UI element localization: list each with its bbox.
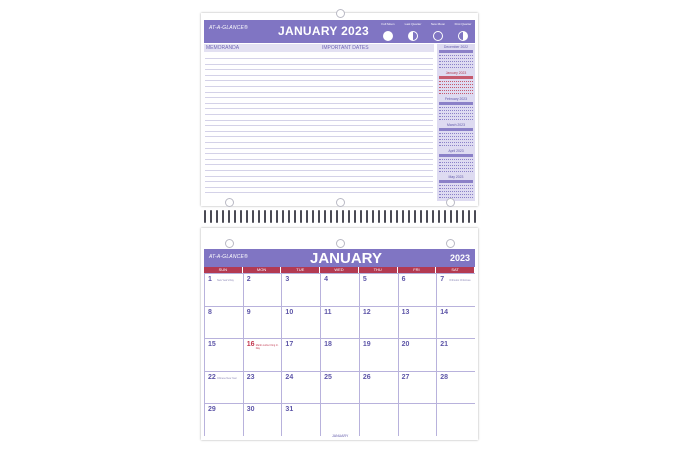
binding-hole: [336, 198, 345, 207]
memo-line: [205, 148, 433, 149]
wire-coil: [384, 210, 386, 223]
mini-calendar-week-row: [439, 139, 473, 140]
moon-phase-label: New Moon: [430, 23, 446, 26]
weekday-header: TUE: [281, 267, 319, 273]
date-number: 14: [440, 308, 449, 316]
date-number: 7: [440, 276, 445, 283]
wire-coil: [438, 210, 440, 223]
mini-calendar-week-row: [439, 64, 473, 65]
wire-coil: [294, 210, 296, 223]
mini-calendar-title: May 2023: [448, 175, 464, 179]
date-number: 26: [362, 373, 371, 381]
day-cell: [243, 403, 282, 436]
top-header-bar: [204, 20, 475, 43]
important-dates-label: IMPORTANT DATES: [322, 45, 369, 51]
binding-hole: [446, 198, 455, 207]
day-cell: [204, 403, 243, 436]
moon-phase-icon: [383, 31, 393, 41]
day-cell: [320, 306, 359, 339]
mini-calendar-title: March 2023: [447, 123, 465, 127]
footer-month: JANUARY: [332, 434, 349, 438]
mini-calendar-week-row: [439, 188, 473, 189]
day-cell: [359, 403, 398, 436]
day-cell: [320, 273, 359, 306]
day-cell: [398, 306, 437, 339]
mini-calendar-week-row: [439, 142, 473, 143]
wire-coil: [330, 210, 332, 223]
moon-phase: [451, 23, 475, 41]
mini-calendar-week-row: [439, 185, 473, 186]
mini-calendar: [439, 123, 473, 146]
day-note: Orthodox Christmas: [449, 279, 471, 282]
date-number: 21: [440, 341, 449, 348]
wire-coil: [264, 210, 266, 223]
day-cell: [359, 338, 398, 371]
memo-line: [205, 114, 433, 115]
memoranda-header: [204, 44, 434, 52]
mini-calendar-week-row: [439, 165, 473, 166]
wire-coil: [348, 210, 350, 223]
moon-phase-icon: [458, 31, 468, 41]
mini-calendar-week-row: [439, 61, 473, 62]
date-number: 29: [208, 406, 216, 413]
memo-line: [205, 187, 433, 188]
wire-coil: [306, 210, 308, 223]
wire-coil: [468, 210, 470, 223]
date-number: 5: [362, 276, 367, 283]
day-cell: [436, 306, 475, 339]
memo-line: [205, 125, 433, 126]
wire-coil: [426, 210, 428, 223]
day-cell: [281, 273, 320, 306]
wire-coil: [216, 210, 218, 223]
weekday-header: FRI: [398, 267, 436, 273]
weekday-header: SAT: [436, 267, 474, 273]
mini-calendar-week-row: [439, 119, 473, 120]
date-number: 11: [324, 308, 332, 316]
date-number: 13: [401, 308, 410, 316]
date-number: 18: [324, 341, 332, 348]
memo-line: [205, 176, 433, 177]
date-number: 20: [401, 341, 410, 348]
day-cell: [204, 338, 243, 371]
day-cell: [398, 273, 437, 306]
memo-line: [205, 159, 433, 160]
date-number: 25: [324, 373, 332, 381]
weekday-header: SUN: [204, 267, 242, 273]
moon-phase-icon: [408, 31, 418, 41]
day-cell: [320, 403, 359, 436]
date-number: 24: [285, 373, 294, 381]
memo-line: [205, 69, 433, 70]
mini-calendar-week-row: [439, 162, 473, 163]
mini-calendar-weekday-bar: [439, 128, 473, 131]
mini-calendar-week-row: [439, 93, 473, 94]
memo-line: [205, 136, 433, 137]
day-cell: [281, 371, 320, 404]
wire-coil: [204, 210, 206, 223]
date-number: 17: [285, 341, 294, 348]
mini-calendar-week-row: [439, 136, 473, 137]
mini-calendar: [439, 97, 473, 120]
date-number: 15: [208, 341, 216, 348]
memo-line: [205, 86, 433, 87]
mini-calendar-week-row: [439, 55, 473, 56]
binding-hole: [336, 239, 345, 248]
binding-hole: [225, 198, 234, 207]
date-number: 28: [440, 373, 449, 381]
mini-calendar-week-row: [439, 113, 473, 114]
mini-calendar-title: January 2023: [445, 71, 467, 75]
month-grid-sheet: [201, 228, 478, 440]
memo-line: [205, 108, 433, 109]
weekday-header: MON: [243, 267, 281, 273]
wire-coil: [420, 210, 422, 223]
wire-coil: [240, 210, 242, 223]
date-number: 30: [246, 406, 255, 413]
date-number: 10: [285, 308, 294, 316]
wire-coil: [210, 210, 212, 223]
mini-calendar: [439, 149, 473, 172]
mini-calendar-title: December 2022: [443, 45, 469, 49]
mini-calendar: [439, 71, 473, 94]
day-cell: [359, 273, 398, 306]
wire-coil: [318, 210, 320, 223]
wire-coil: [408, 210, 410, 223]
mini-calendar-week-row: [439, 87, 473, 88]
binding-hole: [446, 239, 455, 248]
date-number: 22: [208, 373, 216, 381]
day-cell: [436, 403, 475, 436]
day-cell: [320, 338, 359, 371]
mini-calendar-weekday-bar: [439, 180, 473, 183]
moon-phase-label: First Quarter: [454, 23, 472, 26]
mini-calendar-week-row: [439, 107, 473, 108]
memo-line: [205, 92, 433, 93]
day-note: New Year's Day: [217, 279, 234, 282]
weekday-header: THU: [359, 267, 397, 273]
date-number: 19: [362, 341, 371, 348]
date-number: 12: [362, 308, 371, 316]
mini-calendar-week-row: [439, 159, 473, 160]
wire-coil: [474, 210, 476, 223]
wire-coil: [462, 210, 464, 223]
wire-coil: [270, 210, 272, 223]
wire-binding: [201, 210, 478, 224]
day-cell: [436, 371, 475, 404]
wire-coil: [402, 210, 404, 223]
mini-calendar-title: April 2023: [448, 149, 464, 153]
memo-line: [205, 97, 433, 98]
mini-calendar-week-row: [439, 84, 473, 85]
mini-calendar-column: [437, 44, 475, 201]
month-title: JANUARY: [310, 250, 382, 267]
memo-line: [205, 131, 433, 132]
day-cell: [204, 371, 243, 404]
date-number: 1: [208, 276, 212, 283]
date-number: 3: [285, 276, 290, 283]
day-note: Martin Luther King Jr. Day: [255, 344, 279, 350]
memo-line: [205, 170, 433, 171]
memo-line: [205, 153, 433, 154]
memo-line: [205, 103, 433, 104]
moon-phase-label: Full Moon: [381, 23, 395, 26]
mini-calendar-week-row: [439, 90, 473, 91]
date-number: 27: [401, 373, 410, 381]
brand-logo: AT-A-GLANCE®: [209, 25, 248, 31]
day-cell: [281, 306, 320, 339]
wire-coil: [456, 210, 458, 223]
memo-line: [205, 142, 433, 143]
mini-calendar: [439, 175, 473, 198]
day-cell: [436, 273, 475, 306]
wire-coil: [396, 210, 398, 223]
memo-line: [205, 181, 433, 182]
binding-hole: [225, 239, 234, 248]
wire-coil: [432, 210, 434, 223]
memo-line: [205, 164, 433, 165]
day-cell: [204, 273, 243, 306]
day-cell: [243, 338, 282, 371]
memo-line: [205, 58, 433, 59]
wire-coil: [360, 210, 362, 223]
wire-coil: [252, 210, 254, 223]
moon-phase: [426, 23, 450, 41]
wire-coil: [288, 210, 290, 223]
day-cell: [398, 338, 437, 371]
moon-phase-label: Last Quarter: [404, 23, 422, 26]
wire-coil: [414, 210, 416, 223]
day-cell: [243, 273, 282, 306]
wire-coil: [354, 210, 356, 223]
memo-line: [205, 64, 433, 65]
wire-coil: [282, 210, 284, 223]
date-number: 31: [285, 406, 294, 413]
top-title: JANUARY 2023: [278, 24, 369, 38]
wire-coil: [246, 210, 248, 223]
day-note: Chinese New Year: [217, 376, 237, 380]
mini-calendar-week-row: [439, 145, 473, 146]
mini-calendar-week-row: [439, 171, 473, 172]
year-title: 2023: [449, 253, 470, 263]
date-number: 6: [401, 276, 406, 283]
mini-calendar-week-row: [439, 58, 473, 59]
wire-coil: [378, 210, 380, 223]
wire-coil: [342, 210, 344, 223]
memo-line: [205, 120, 433, 121]
wire-coil: [336, 210, 338, 223]
mini-calendar: [439, 45, 473, 68]
month-header-bar: [204, 249, 475, 267]
memo-line: [205, 75, 433, 76]
wire-coil: [366, 210, 368, 223]
wire-coil: [276, 210, 278, 223]
wire-coil: [300, 210, 302, 223]
date-number: 8: [208, 308, 212, 316]
mini-calendar-week-row: [439, 191, 473, 192]
mini-calendar-week-row: [439, 67, 473, 68]
day-cell: [398, 371, 437, 404]
mini-calendar-week-row: [439, 110, 473, 111]
date-number: 2: [246, 276, 251, 283]
wire-coil: [390, 210, 392, 223]
mini-calendar-week-row: [439, 168, 473, 169]
wire-coil: [222, 210, 224, 223]
moon-phase-icon: [433, 31, 443, 41]
day-cell: [281, 338, 320, 371]
moon-phase: [376, 23, 400, 41]
day-cell: [204, 306, 243, 339]
mini-calendar-week-row: [439, 116, 473, 117]
day-cell: [320, 371, 359, 404]
day-cell: [359, 371, 398, 404]
brand-logo: AT-A-GLANCE®: [209, 254, 248, 260]
date-number: 9: [246, 308, 251, 316]
wire-coil: [228, 210, 230, 223]
wire-coil: [324, 210, 326, 223]
date-number: 4: [324, 276, 329, 283]
day-cell: [359, 306, 398, 339]
mini-calendar-weekday-bar: [439, 102, 473, 105]
date-number: 23: [246, 373, 255, 381]
memoranda-sheet: [201, 13, 478, 206]
memo-line: [205, 192, 433, 193]
wire-coil: [234, 210, 236, 223]
binding-hole: [336, 9, 345, 18]
day-cell: [281, 403, 320, 436]
wire-coil: [312, 210, 314, 223]
memoranda-label: MEMORANDA: [206, 45, 240, 51]
mini-calendar-week-row: [439, 197, 473, 198]
day-cell: [398, 403, 437, 436]
moon-phase: [401, 23, 425, 41]
mini-calendar-week-row: [439, 81, 473, 82]
wire-coil: [444, 210, 446, 223]
day-cell: [436, 338, 475, 371]
mini-calendar-week-row: [439, 133, 473, 134]
mini-calendar-weekday-bar: [439, 76, 473, 79]
mini-calendar-title: February 2023: [444, 97, 468, 101]
day-cell: [243, 306, 282, 339]
mini-calendar-week-row: [439, 194, 473, 195]
weekday-header: WED: [320, 267, 358, 273]
mini-calendar-weekday-bar: [439, 154, 473, 157]
memo-line: [205, 80, 433, 81]
date-number: 16: [246, 341, 255, 348]
wire-coil: [450, 210, 452, 223]
mini-calendar-weekday-bar: [439, 50, 473, 53]
wire-coil: [372, 210, 374, 223]
wire-coil: [258, 210, 260, 223]
day-cell: [243, 371, 282, 404]
